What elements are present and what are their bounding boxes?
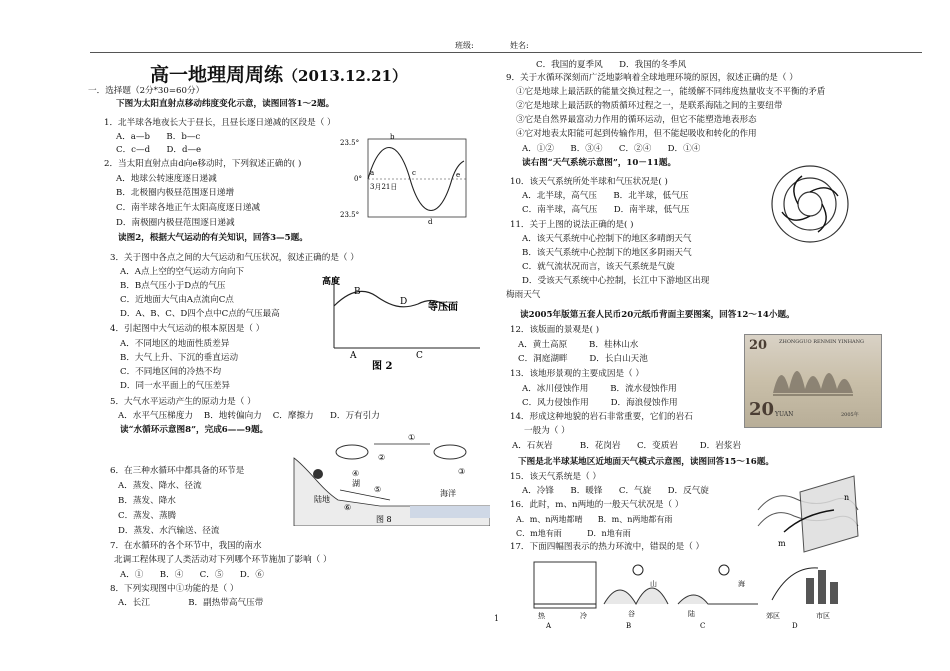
question: 5．大气水平运动产生的原动力是（ ） — [110, 397, 256, 407]
instruction: 下图是北半球某地区近地面天气模式示意图，读图回答15～16题。 — [518, 457, 774, 467]
date-label: 3月21日 — [370, 183, 398, 191]
point-c: c — [412, 169, 416, 177]
option-line: A．该天气系统中心控制下的地区多晴朗天气 — [522, 234, 692, 244]
water-cycle-figure — [290, 430, 490, 526]
mountain-label: 山 — [650, 580, 657, 588]
option-line: D．同一水平面上的气压差异 — [120, 381, 231, 391]
sea-label: 海 — [738, 580, 745, 588]
header-rule — [90, 44, 922, 53]
sun-icon — [633, 565, 643, 575]
option-line: A．A点上空的空气运动方向向下 — [120, 267, 245, 277]
question: 14．形成这种地貌的岩石非常重要，它们的岩石 — [510, 412, 693, 422]
page-title — [150, 60, 407, 87]
option-line: C．近地面大气由A点流向C点 — [120, 295, 234, 305]
building-icon — [806, 578, 814, 604]
cloud-sea — [434, 445, 466, 459]
instruction: 读右图“天气系统示意图”，10－11题。 — [522, 158, 677, 168]
option-line: C．南半球，高气压 D．南半球，低气压 — [522, 205, 690, 215]
option-line: D．蒸发、水汽输送、径流 — [118, 526, 220, 536]
city-label: 市区 — [816, 612, 830, 620]
mountain-valley — [604, 588, 668, 604]
lake-label: 湖 — [352, 479, 360, 488]
option-line: A．冰川侵蚀作用 B．流水侵蚀作用 — [522, 384, 677, 394]
banknote-image — [744, 334, 882, 428]
sun-icon — [719, 565, 729, 575]
question-cont: 北调工程体现了人类活动对下列哪个环节施加了影响（ ） — [114, 555, 332, 565]
isobar-label: 等压面 — [428, 302, 458, 313]
option-line: B．北极圈内极昼范围逐日递增 — [116, 188, 235, 198]
option-line: A．石灰岩 B．花岗岩 C．变质岩 D．岩浆岩 — [512, 441, 742, 451]
figure-caption: 图 2 — [372, 361, 393, 372]
question: 16．此时，m、n两地的一般天气状况是（ ） — [510, 500, 684, 510]
instruction: 读2005年版第五套人民币20元纸币背面主要图案，回答12～14小题。 — [520, 310, 795, 320]
option-line: C．不同地区间的冷热不均 — [120, 367, 222, 377]
page-number: 1 — [494, 614, 500, 623]
option-line: C．风力侵蚀作用 D．海浪侵蚀作用 — [522, 398, 678, 408]
option-line: B．大气上升、下沉的垂直运动 — [120, 353, 239, 363]
option-line: A．地球公转速度逐日递减 — [116, 174, 217, 184]
label-4: ④ — [352, 469, 360, 478]
question: 10．该天气系统所处半球和气压状况是( ) — [510, 177, 668, 187]
cloud-land — [336, 445, 368, 459]
option-line: B．该天气系统中心控制下的地区多阴雨天气 — [522, 248, 692, 258]
name-label: 姓名: — [510, 41, 529, 50]
weather-system-figure — [768, 162, 852, 246]
note-bank-name: ZHONGGUO RENMIN YINHANG — [779, 339, 865, 345]
note-number-top: 20 — [749, 338, 768, 353]
label-d: D — [792, 622, 798, 630]
option-line: A．a—b B．b—c — [116, 132, 201, 142]
title-date: （2013.12.21） — [283, 67, 407, 85]
option-line: C．蒸发、蒸腾 — [118, 511, 177, 521]
question: 4．引起图中大气运动的根本原因是（ ） — [110, 324, 265, 334]
solar-latitude-figure — [340, 133, 470, 225]
point-b: b — [390, 133, 395, 141]
karst-hills-icon — [773, 349, 853, 399]
note-yuan: YUAN — [775, 411, 794, 418]
front-surface — [800, 476, 858, 552]
option-line: A．长江 B．副热带高气压带 — [118, 598, 264, 608]
lat-zero-label: 0° — [354, 175, 362, 183]
panel-a-frame — [534, 562, 596, 608]
option-line: A．① B．④ C．⑤ D．⑥ — [120, 570, 264, 580]
note-year: 2005年 — [841, 412, 859, 418]
question: 6．在三种水循环中都具备的环节是 — [110, 466, 245, 476]
point-c: C — [416, 351, 423, 361]
land-sea — [678, 595, 758, 604]
question: 13．该地形景观的主要成因是（ ） — [510, 369, 644, 379]
statement: ③它是自然界最富动力作用的循环运动，但它不能塑造地表形态 — [516, 115, 757, 125]
option-line: D．南极圈内极昼范围逐日递减 — [116, 218, 235, 228]
thermal-circulation-figure — [528, 556, 848, 630]
building-icon — [830, 582, 838, 604]
option-line: C．洞庭湖畔 D．长白山天池 — [518, 354, 648, 364]
label-3: ③ — [458, 467, 466, 476]
suburb-label: 郊区 — [766, 612, 780, 620]
option-line: A．北半球，高气压 B．北半球，低气压 — [522, 191, 689, 201]
label-a: A — [546, 622, 552, 630]
point-d: D — [400, 297, 408, 307]
section-heading: 一．选择题（2分*30=60分） — [88, 86, 205, 96]
statement: ②它是地球上最活跃的物质循环过程之一，是联系海陆之间的主要纽带 — [516, 101, 783, 111]
label-5: ⑤ — [374, 485, 382, 494]
label-c: C — [700, 622, 706, 630]
statement: ①它是地球上最活跃的能量交换过程之一，能缓解不同纬度热量收支不平衡的矛盾 — [516, 87, 826, 97]
question: 12．该版面的景观是( ) — [510, 325, 600, 335]
y-axis-label: 高度 — [322, 277, 341, 287]
question-cont: 一般为（ ） — [524, 426, 570, 436]
instruction: 读“水循环示意图8”，完成6——9题。 — [120, 425, 269, 435]
tree-icon — [313, 469, 323, 479]
point-e: e — [456, 171, 461, 179]
class-label: 班级: — [455, 41, 474, 50]
question: 2．当太阳直射点由d向e移动时，下列叙述正确的( ) — [104, 159, 302, 169]
option-line: A．水平气压梯度力 B．地转偏向力 C．摩擦力 D．万有引力 — [118, 411, 380, 421]
option-line: A．m、n两地都晴 B．m、n两地都有雨 — [516, 515, 673, 524]
lat-north-label: 23.5° — [340, 139, 360, 147]
question: 17．下面四幅图表示的热力环流中，错误的是（ ） — [510, 542, 705, 552]
option-line: C．m地有雨 D．n地有雨 — [516, 529, 631, 538]
option-line: D．A、B、C、D四个点中C点的气压最高 — [120, 309, 280, 319]
hot-label: 热 — [538, 612, 545, 620]
inner-isobar — [798, 192, 822, 216]
valley-label: 谷 — [628, 610, 635, 618]
figure-caption: 图 8 — [376, 515, 392, 524]
point-n: n — [844, 493, 850, 502]
option-line: A．黄土高原 B．桂林山水 — [518, 340, 639, 350]
lat-south-label: 23.5° — [340, 211, 360, 219]
option-line: A．蒸发、降水、径流 — [118, 481, 202, 491]
cold-label: 冷 — [580, 612, 587, 620]
label-6: ⑥ — [344, 503, 352, 512]
option-line: C．我国的夏季风 D．我国的冬季风 — [536, 60, 687, 70]
land-label: 陆地 — [314, 495, 330, 504]
instruction: 读图2，根据大气运动的有关知识，回答3—5题。 — [118, 233, 308, 243]
statement: ④它对地表太阳能可起到传输作用，但不能起吸收和转化的作用 — [516, 129, 757, 139]
sea-label: 海洋 — [440, 489, 456, 498]
question: 7．在水循环的各个环节中，我国的南水 — [110, 541, 262, 551]
option-line: A．①② B．③④ C．②④ D．①④ — [522, 144, 701, 154]
option-line: B．蒸发、降水 — [118, 496, 176, 506]
front-system-figure — [754, 470, 862, 554]
point-a: a — [370, 169, 375, 177]
question: 11．关于上图的说法正确的是( ) — [510, 220, 634, 230]
question: 3．关于图中各点之间的大气运动和气压状况，叙述正确的是（ ） — [110, 253, 359, 263]
point-a: A — [350, 351, 357, 361]
note-number-bottom: 20 — [749, 399, 775, 420]
option-line: A．冷锋 B．暖锋 C．气旋 D．反气旋 — [522, 486, 709, 496]
point-d: d — [428, 218, 433, 225]
question: 15．该天气系统是（ ） — [510, 472, 602, 482]
point-b: B — [354, 287, 361, 297]
option-line: A．不同地区的地面性质差异 — [120, 339, 230, 349]
building-icon — [818, 570, 826, 604]
option-line: B．B点气压小于D点的气压 — [120, 281, 226, 291]
instruction: 下图为太阳直射点移动纬度变化示意，读图回答1～2题。 — [116, 99, 335, 109]
option-line: C．就气流状况而言，该天气系统是气旋 — [522, 262, 675, 272]
option-line: D．受该天气系统中心控制，长江中下游地区出现 — [522, 276, 710, 286]
option-line: C．南半球各地正午太阳高度逐日递减 — [116, 203, 261, 213]
runoff-arrow — [340, 490, 390, 500]
sea-area — [410, 506, 490, 518]
question: 1．北半球各地夜长大于昼长，且昼长逐日递减的区段是（ ） — [104, 118, 336, 128]
question: 8．下列实现图中①功能的是（ ） — [110, 584, 239, 594]
figure-frame — [368, 139, 466, 217]
land-label: 陆 — [688, 610, 695, 618]
point-m: m — [778, 539, 786, 548]
label-2: ② — [378, 453, 386, 462]
label-b: B — [626, 622, 632, 630]
option-line: C．c—d D．d—e — [116, 145, 202, 155]
label-1: ① — [408, 433, 416, 442]
isobar-figure — [320, 268, 490, 372]
middle-isobar — [784, 178, 836, 230]
question: 9．关于水循环深刻而广泛地影响着全球地理环境的原因，叙述正确的是（ ） — [506, 73, 798, 83]
option-line-cont: 梅雨天气 — [506, 290, 541, 300]
title-main: 高一地理周周练 — [150, 64, 284, 86]
